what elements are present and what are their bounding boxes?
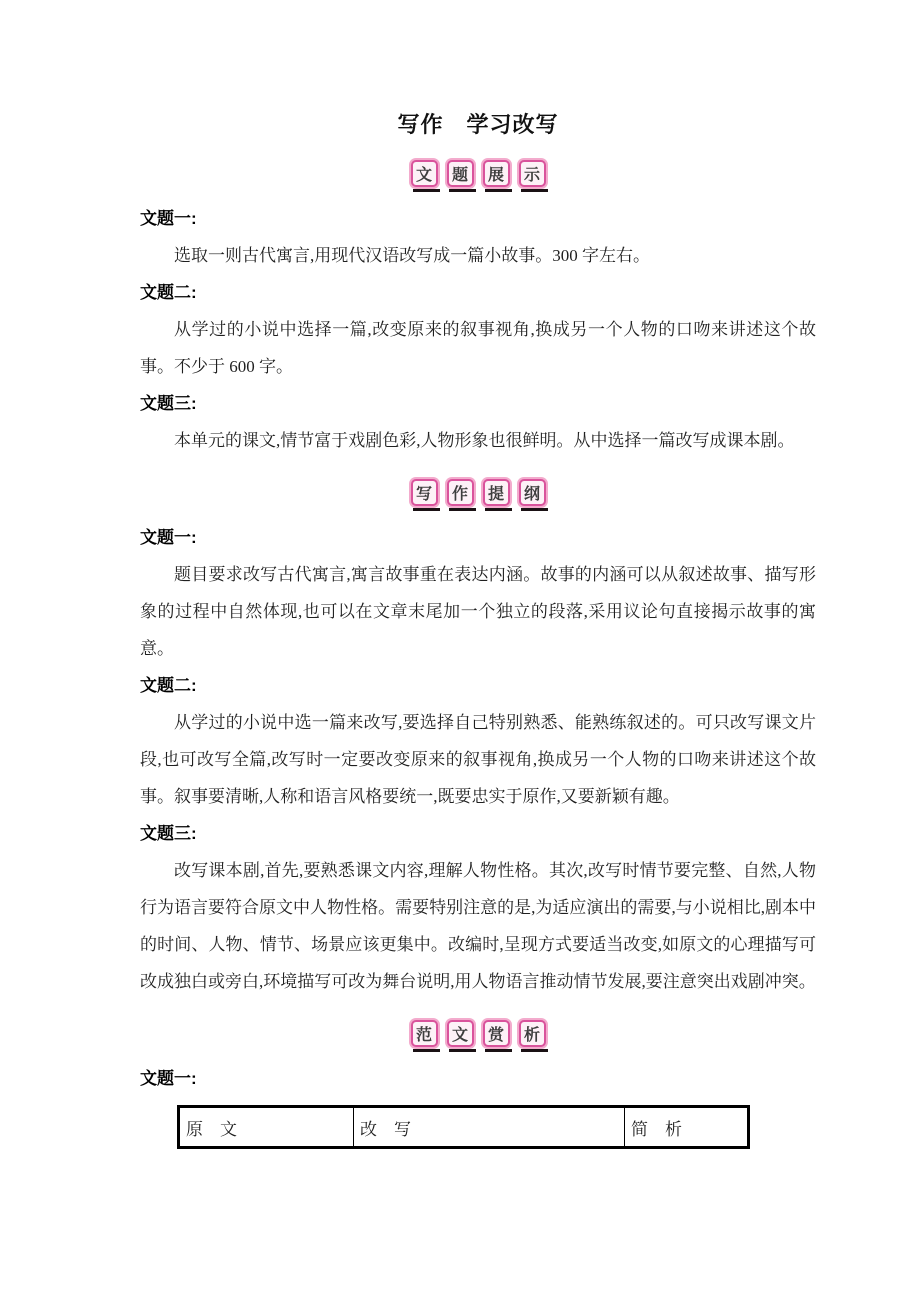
badge-char: 作 bbox=[447, 479, 474, 506]
outline-paragraph-2: 从学过的小说中选一篇来改写,要选择自己特别熟悉、能熟练叙述的。可只改写课文片段,也可改写全篇,改写时一定要改变原来的叙事视角,换成另一个人物的口吻来讲述这个故事。叙事要清晰,人称和语言风格要统一,既要忠实于原作,又要新颖有趣。 bbox=[140, 713, 816, 806]
badge-char: 写 bbox=[411, 479, 438, 506]
model-essay-table bbox=[177, 1105, 750, 1149]
outline-heading-2: 文题二: bbox=[140, 676, 197, 695]
topics-heading-2: 文题二: bbox=[140, 283, 197, 302]
outline-heading-1: 文题一: bbox=[140, 528, 197, 547]
topics-paragraph-3: 本单元的课文,情节富于戏剧色彩,人物形象也很鲜明。从中选择一篇改写成课本剧。 bbox=[174, 431, 795, 450]
topics-heading-3: 文题三: bbox=[140, 394, 197, 413]
topics-paragraph-2: 从学过的小说中选择一篇,改变原来的叙事视角,换成另一个人物的口吻来讲述这个故事。不少于 600 字。 bbox=[140, 320, 816, 376]
badge-char: 示 bbox=[519, 160, 546, 187]
badge-topic-display bbox=[140, 158, 816, 192]
badge-char: 赏 bbox=[483, 1020, 510, 1047]
badge-char: 提 bbox=[483, 479, 510, 506]
table-header-original-text: 原 文 bbox=[186, 1119, 237, 1139]
table-header-brief-analysis: 简 析 bbox=[624, 1108, 747, 1146]
badge-char: 文 bbox=[411, 160, 438, 187]
badge-char: 析 bbox=[519, 1020, 546, 1047]
model-heading-1: 文题一: bbox=[140, 1069, 197, 1088]
badge-char: 展 bbox=[483, 160, 510, 187]
table-header-rewrite: 改 写 bbox=[353, 1108, 624, 1146]
badge-char: 范 bbox=[411, 1020, 438, 1047]
page-title: 写作 学习改写 bbox=[397, 112, 559, 137]
outline-paragraph-3: 改写课本剧,首先,要熟悉课文内容,理解人物性格。其次,改写时情节要完整、自然,人物行为语言要符合原文中人物性格。需要特别注意的是,为适应演出的需要,与小说相比,剧本中的时间、人物、情节、场景应该更集中。改编时,呈现方式要适当改变,如原文的心理描写可改成独白或旁白,环境描写可改为舞台说明,用人物语言推动情节发展,要注意突出戏剧冲突。 bbox=[140, 861, 816, 991]
badge-writing-outline bbox=[140, 477, 816, 511]
badge-char: 题 bbox=[447, 160, 474, 187]
topics-heading-1: 文题一: bbox=[140, 209, 197, 228]
outline-heading-3: 文题三: bbox=[140, 824, 197, 843]
outline-paragraph-1: 题目要求改写古代寓言,寓言故事重在表达内涵。故事的内涵可以从叙述故事、描写形象的过程中自然体现,也可以在文章末尾加一个独立的段落,采用议论句直接揭示故事的寓意。 bbox=[140, 565, 816, 658]
badge-model-essay-review bbox=[140, 1018, 816, 1052]
badge-char: 纲 bbox=[519, 479, 546, 506]
topics-paragraph-1: 选取一则古代寓言,用现代汉语改写成一篇小故事。300 字左右。 bbox=[174, 246, 650, 265]
badge-char: 文 bbox=[447, 1020, 474, 1047]
